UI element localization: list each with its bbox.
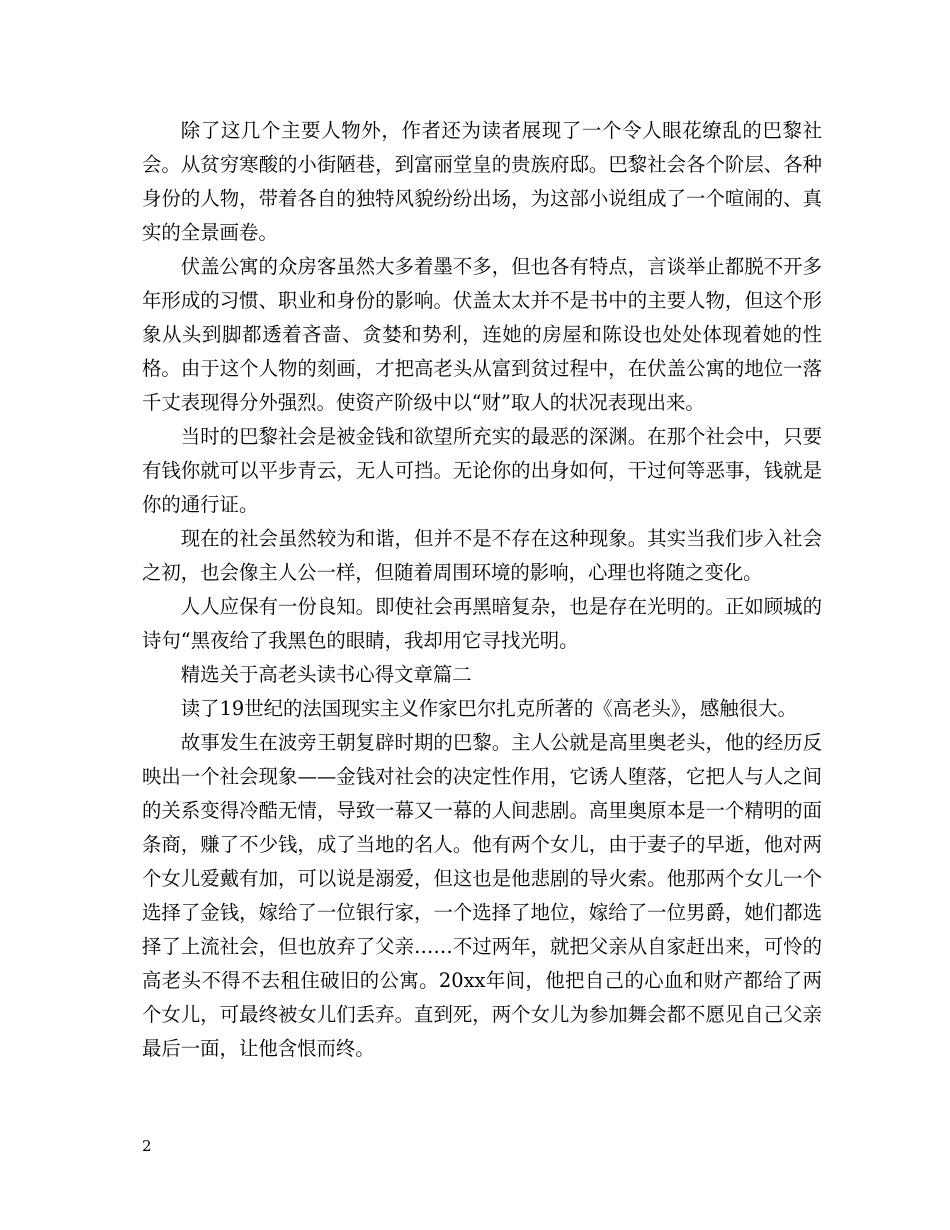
page-number: 2 [142,1137,152,1155]
section-heading: 精选关于高老头读书心得文章篇二 [180,663,472,686]
document-body [142,114,822,1066]
paragraph-story-summary: 故事发生在波旁王朝复辟时期的巴黎。主人公就是高里奥老头，他的经历反映出一个社会现象——金钱对社会的决定性作用，它诱人堕落，它把人与人之间的关系变得冷酷无情，导致一幕又一幕的人间悲剧。高里奥原本是一个精明的面条商，赚了不少钱，成了当地的名人。他有两个女儿，由于妻子的早逝，他对两个女儿爱戴有加，可以说是溺爱，但这也是他悲剧的导火索。他那两个女儿一个选择了金钱，嫁给了一位银行家，一个选择了地位，嫁给了一位男爵，她们都选择了上流社会，但也放弃了父亲……不过两年，就把父亲从自家赶出来，可怜的高老头不得不去租住破旧的公寓。20xx年间，他把自己的心血和财产都给了两个女儿，可最终被女儿们丢弃。直到死，两个女儿为参加舞会都不愿见自己父亲最后一面，让他含恨而终。 [142,731,822,1060]
paragraph-reading-intro: 读了19世纪的法国现实主义作家巴尔扎克所著的《高老头》，感触很大。 [180,697,797,720]
paragraph-modern-society: 现在的社会虽然较为和谐，但并不是不存在这种现象。其实当我们步入社会之初，也会像主人公一样，但随着周围环境的影响，心理也将随之变化。 [142,527,822,584]
paragraph-vauquer-boarders: 伏盖公寓的众房客虽然大多着墨不多，但也各有特点，言谈举止都脱不开多年形成的习惯、职业和身份的影响。伏盖太太并不是书中的主要人物，但这个形象从头到脚都透着吝啬、贪婪和势利，连她的房屋和陈设也处处体现着她的性格。由于这个人物的刻画，才把高老头从富到贫过程中，在伏盖公寓的地位一落千丈表现得分外强烈。使资产阶级中以“财”取人的状况表现出来。 [142,255,822,414]
paragraph-money-abyss: 当时的巴黎社会是被金钱和欲望所充实的最恶的深渊。在那个社会中，只要有钱你就可以平步青云，无人可挡。无论你的出身如何，干过何等恶事，钱就是你的通行证。 [142,425,822,516]
paragraph-conscience: 人人应保有一份良知。即使社会再黑暗复杂，也是存在光明的。正如顾城的诗句“黑夜给了我黑色的眼睛，我却用它寻找光明。 [142,595,822,652]
paragraph-paris-society: 除了这几个主要人物外，作者还为读者展现了一个令人眼花缭乱的巴黎社会。从贫穷寒酸的小街陋巷，到富丽堂皇的贵族府邸。巴黎社会各个阶层、各种身份的人物，带着各自的独特风貌纷纷出场，为这部小说组成了一个喧闹的、真实的全景画卷。 [142,119,822,244]
